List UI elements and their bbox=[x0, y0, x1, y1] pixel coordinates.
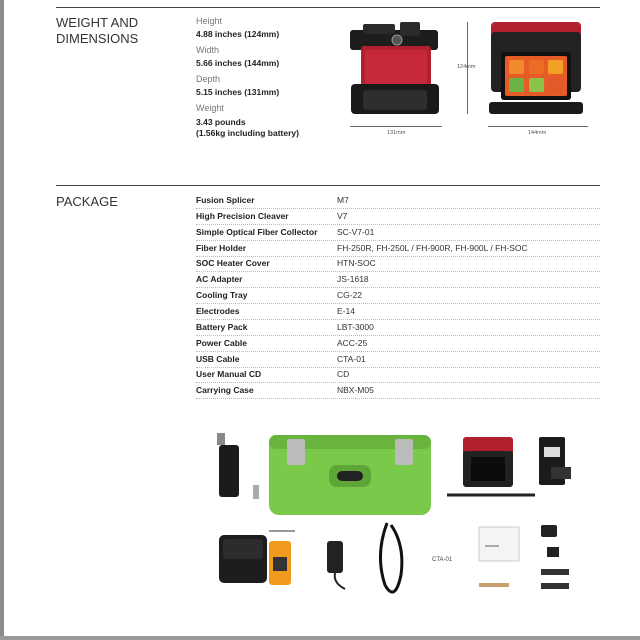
package-row bbox=[196, 383, 600, 399]
ac-adapter-image bbox=[327, 541, 345, 589]
depth-dimension-label: 131mm bbox=[387, 130, 406, 136]
shoulder-strap-image bbox=[217, 433, 259, 499]
cooling-tray-image bbox=[479, 583, 509, 587]
weight-value: 3.43 pounds bbox=[196, 117, 246, 127]
cleaver-image bbox=[219, 530, 295, 585]
usb-cable-image bbox=[380, 523, 401, 592]
package-item-model: CD bbox=[337, 369, 350, 380]
package-item-name: Fiber Holder bbox=[196, 242, 247, 253]
package-item-name: Simple Optical Fiber Collector bbox=[196, 226, 318, 237]
package-item-name: Fusion Splicer bbox=[196, 195, 255, 205]
weight-section-title bbox=[56, 15, 138, 47]
fiber-holders-image bbox=[541, 525, 569, 589]
package-item-name: AC Adapter bbox=[196, 274, 243, 285]
weight-label: Weight bbox=[196, 103, 224, 113]
package-item-name: Carrying Case bbox=[196, 385, 254, 396]
package-item-model: V7 bbox=[337, 210, 348, 221]
weight-value-detail: (1.56kg including battery) bbox=[196, 128, 299, 138]
package-row bbox=[196, 336, 600, 352]
package-row bbox=[196, 272, 600, 288]
depth-label: Depth bbox=[196, 74, 221, 84]
page-frame-left bbox=[0, 0, 4, 640]
battery-pack-image bbox=[539, 437, 571, 485]
package-item-model: NBX-M05 bbox=[337, 385, 374, 396]
package-item-name: Cooling Tray bbox=[196, 290, 248, 301]
package-item-name: Battery Pack bbox=[196, 321, 248, 332]
package-item-model: M7 bbox=[337, 195, 349, 205]
package-item-name: High Precision Cleaver bbox=[196, 210, 289, 221]
package-row bbox=[196, 288, 600, 304]
package-row bbox=[196, 209, 600, 225]
package-item-name: USB Cable bbox=[196, 353, 240, 364]
splicer-side-view bbox=[345, 18, 445, 118]
package-item-model: FH-250R, FH-250L / FH-900R, FH-900L / FH-SOC bbox=[337, 242, 528, 253]
package-row bbox=[196, 367, 600, 383]
package-item-model: CTA-01 bbox=[337, 353, 366, 364]
section-divider-package bbox=[56, 185, 600, 186]
package-item-model: CG-22 bbox=[337, 290, 363, 301]
depth-dimension-line bbox=[350, 126, 442, 127]
package-item-name: User Manual CD bbox=[196, 369, 262, 380]
width-dimension-label: 144mm bbox=[528, 130, 547, 136]
width-dimension-line bbox=[488, 126, 588, 127]
weight-title-line1: WEIGHT AND bbox=[56, 15, 139, 30]
package-row bbox=[196, 352, 600, 368]
package-item-model: E-14 bbox=[337, 305, 355, 316]
section-divider-weight bbox=[56, 7, 600, 8]
package-contents-photo bbox=[205, 425, 585, 605]
height-dimension-label: 124mm bbox=[457, 64, 476, 70]
height-value: 4.88 inches (124mm) bbox=[196, 29, 280, 39]
package-row bbox=[196, 256, 600, 272]
weight-title-line2: DIMENSIONS bbox=[56, 31, 139, 46]
package-row bbox=[196, 241, 600, 257]
package-item-model: SC-V7-01 bbox=[337, 226, 375, 237]
package-row bbox=[196, 225, 600, 241]
width-value: 5.66 inches (144mm) bbox=[196, 58, 280, 68]
splicer-front-view bbox=[485, 18, 585, 118]
package-row bbox=[196, 304, 600, 320]
package-item-name: SOC Heater Cover bbox=[196, 258, 270, 269]
package-item-name: Power Cable bbox=[196, 337, 248, 348]
photo-caption-cta: CTA-01 bbox=[432, 557, 453, 563]
package-section-title: PACKAGE bbox=[56, 194, 118, 209]
splicer-photo-image bbox=[463, 437, 513, 487]
manual-cd-image bbox=[479, 527, 519, 561]
package-item-model: HTN-SOC bbox=[337, 258, 376, 269]
page-frame-bottom bbox=[0, 636, 640, 640]
package-item-model: LBT-3000 bbox=[337, 321, 374, 332]
package-item-name: Electrodes bbox=[196, 305, 240, 316]
carrying-case-image bbox=[269, 435, 431, 515]
height-label: Height bbox=[196, 16, 223, 26]
package-item-model: JS-1618 bbox=[337, 274, 369, 285]
package-row bbox=[196, 193, 600, 209]
package-item-model: ACC-25 bbox=[337, 337, 368, 348]
width-label: Width bbox=[196, 45, 220, 55]
package-row bbox=[196, 320, 600, 336]
depth-value: 5.15 inches (131mm) bbox=[196, 87, 280, 97]
